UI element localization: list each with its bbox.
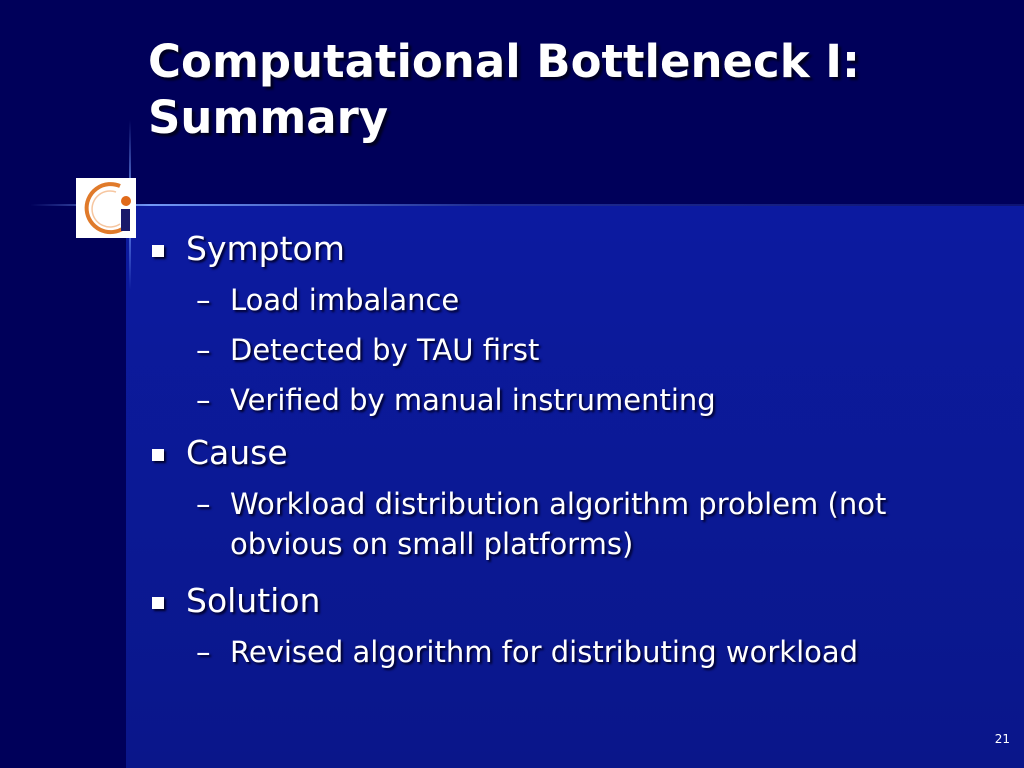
dash-bullet: – xyxy=(196,487,211,521)
sub-item xyxy=(148,380,998,420)
sub-item xyxy=(148,484,990,564)
bullet-symptom xyxy=(148,226,998,272)
left-band xyxy=(0,0,126,768)
bullet-label: Cause xyxy=(186,433,288,472)
bullet-cause xyxy=(148,430,998,476)
square-bullet-icon xyxy=(152,597,164,609)
sub-item xyxy=(148,632,998,672)
sub-item-text: Detected by TAU first xyxy=(230,333,540,367)
horizontal-accent-line xyxy=(30,204,1024,206)
bullet-label: Solution xyxy=(186,581,321,620)
dash-bullet: – xyxy=(196,383,211,417)
sub-item-text: Verified by manual instrumenting xyxy=(230,383,716,417)
sub-item-text: Load imbalance xyxy=(230,283,460,317)
ci-logo-icon xyxy=(76,178,136,238)
sub-item-text: Revised algorithm for distributing workload xyxy=(230,635,859,669)
slide-title xyxy=(148,34,1008,146)
sub-item-text: Workload distribution algorithm problem (not obvious on small platforms) xyxy=(230,487,887,561)
bullet-list xyxy=(148,226,998,672)
dash-bullet: – xyxy=(196,283,211,317)
slide-title-line-2: Summary xyxy=(148,91,389,144)
square-bullet-icon xyxy=(152,245,164,257)
square-bullet-icon xyxy=(152,449,164,461)
bullet-solution xyxy=(148,578,998,624)
bullet-label: Symptom xyxy=(186,229,345,268)
slide-title-line-1: Computational Bottleneck I: xyxy=(148,35,861,88)
dash-bullet: – xyxy=(196,635,211,669)
page-number: 21 xyxy=(994,732,1010,746)
sub-item xyxy=(148,280,998,320)
sub-item xyxy=(148,330,998,370)
dash-bullet: – xyxy=(196,333,211,367)
